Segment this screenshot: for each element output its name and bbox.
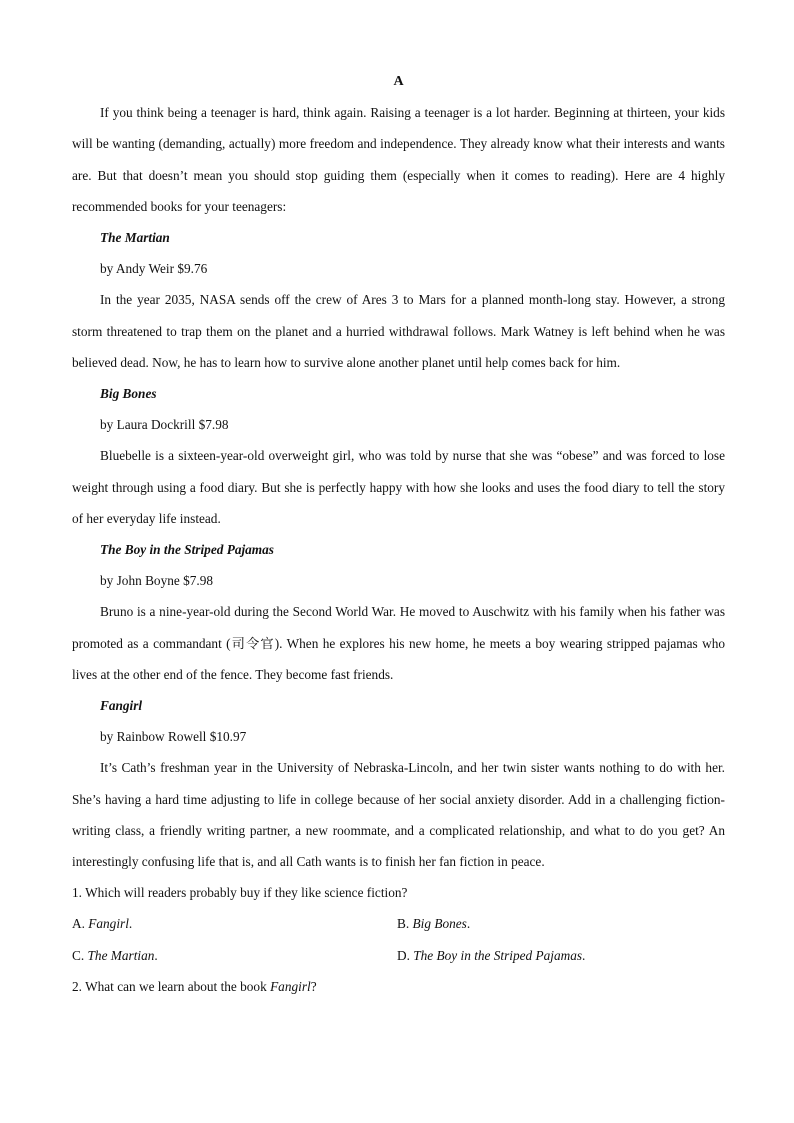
- question-text: 2. What can we learn about the book Fangirl?: [72, 978, 317, 994]
- option-a[interactable]: A. Fangirl.: [72, 916, 133, 932]
- book-description: Bluebelle is a sixteen-year-old overweight girl, who was told by nurse that she was “obese” and was forced to lose weight through using a food diary. But she is perfectly happy with how she looks and uses the food diary to tell the story of her everyday life instead.: [72, 448, 725, 526]
- question-1: [72, 877, 725, 971]
- question-text: [72, 877, 725, 908]
- book-entry-2: [72, 378, 725, 534]
- book-title: Big Bones: [100, 386, 157, 402]
- book-entry-4: [72, 690, 725, 877]
- book-description: It’s Cath’s freshman year in the University of Nebraska-Lincoln, and her twin sister wants nothing to do with her. She’s having a hard time adjusting to life in college because of her social anxiety disorder. Add in a challenging fiction-writing class, a friendly writing partner, a new roommate, and a complicated relationship, and what to do you get? An interestingly confusing life that is, and all Cath wants is to finish her fan fiction in peace.: [72, 760, 725, 870]
- option-d[interactable]: D. The Boy in the Striped Pajamas.: [397, 947, 586, 963]
- section-heading: A: [393, 74, 404, 89]
- book-description: In the year 2035, NASA sends off the crew of Ares 3 to Mars for a planned month-long stay. However, a strong storm threatened to trap them on the planet and a hurried withdrawal follows. Mark Watney is left behind when he was believed dead. Now, he has to learn how to survive alone another planet until help comes back for him.: [72, 292, 725, 370]
- option-b[interactable]: B. Big Bones.: [397, 916, 471, 932]
- intro-paragraph: If you think being a teenager is hard, think again. Raising a teenager is a lot harder. Beginning at thirteen, your kids will be wanting (demanding, actually) more freedom and independence. They already know what their interests and wants are. But that doesn’t mean you should stop guiding them (especially when it comes to reading). Here are 4 highly recommended books for your teenagers:: [72, 105, 725, 214]
- book-author-price: by Andy Weir $9.76: [100, 261, 208, 277]
- question-number: 1.: [72, 885, 82, 901]
- options-row: [72, 908, 725, 939]
- question-number: 2.: [72, 978, 82, 994]
- book-author-price: by John Boyne $7.98: [100, 573, 214, 589]
- question-2: [72, 971, 725, 1002]
- book-title: The Boy in the Striped Pajamas: [100, 542, 274, 558]
- option-c[interactable]: C. The Martian.: [72, 947, 158, 963]
- question-prompt: Which will readers probably buy if they like science fiction?: [85, 885, 408, 901]
- book-title: The Martian: [100, 230, 170, 246]
- book-entry-3: [72, 534, 725, 690]
- book-author-price: by Rainbow Rowell $10.97: [100, 729, 247, 745]
- book-entry-1: [72, 222, 725, 378]
- book-description: Bruno is a nine-year-old during the Second World War. He moved to Auschwitz with his family when his father was promoted as a commandant (司令官). When he explores his new home, he meets a boy wearing stripped pajamas who lives at the other end of the fence. They become fast friends.: [72, 604, 725, 682]
- book-author-price: by Laura Dockrill $7.98: [100, 417, 229, 433]
- book-title: Fangirl: [100, 698, 143, 714]
- options-row: [72, 940, 725, 971]
